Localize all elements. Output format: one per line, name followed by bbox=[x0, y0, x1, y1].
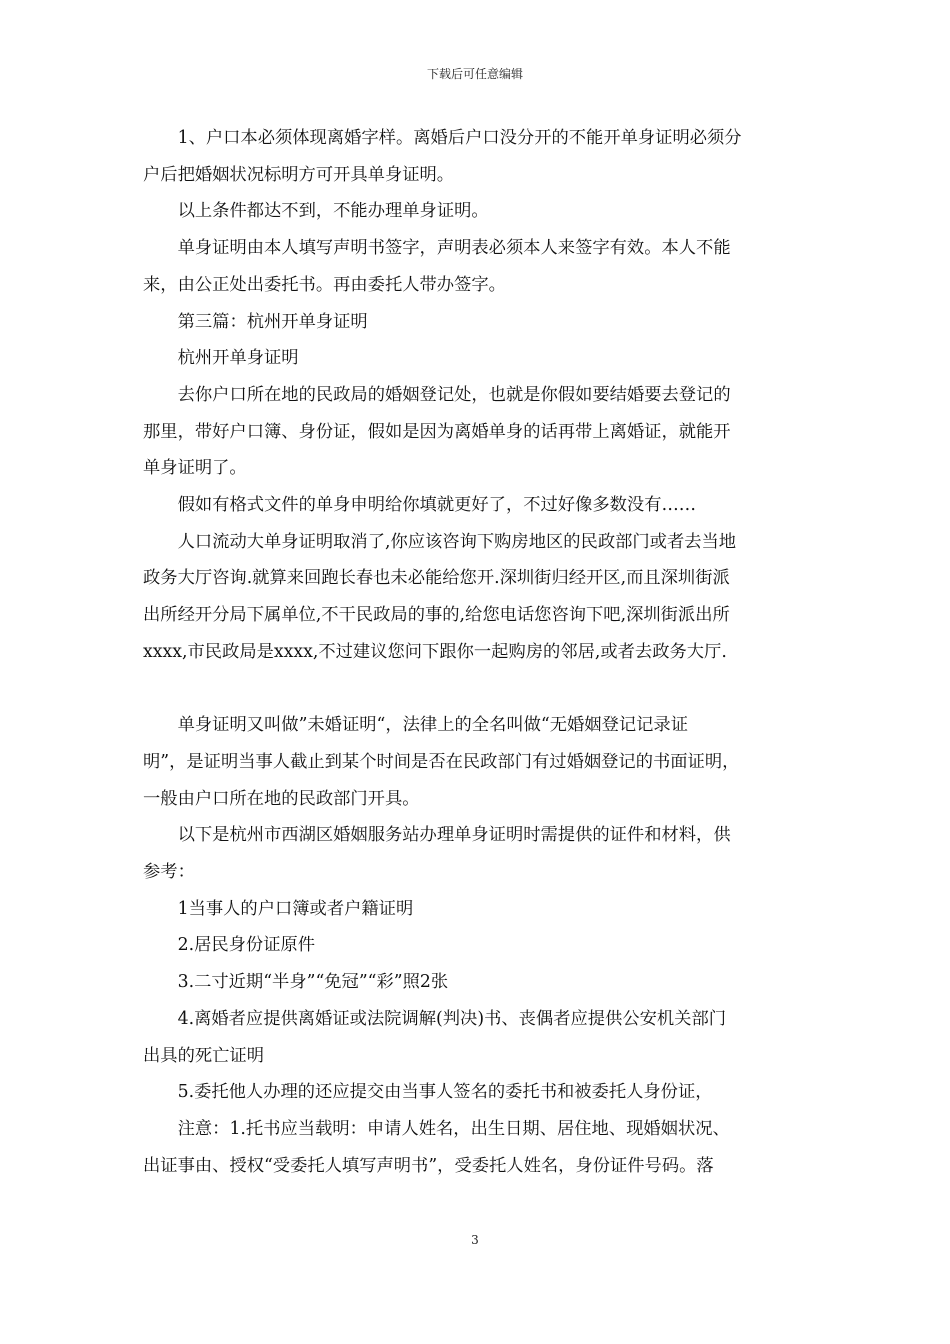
paragraph bbox=[143, 707, 808, 817]
text-line: 注意：1.托书应当载明：申请人姓名，出生日期、居住地、现婚姻状况、 bbox=[177, 1118, 730, 1139]
text-line: 来，由公正处出委托书。再由委托人带办签字。 bbox=[143, 274, 506, 295]
text-line: 2.居民身份证原件 bbox=[177, 935, 316, 956]
list-item bbox=[143, 1001, 808, 1074]
paragraph bbox=[143, 817, 808, 890]
paragraph bbox=[143, 487, 808, 524]
text-line: 3.二寸近期“半身”“免冠”“彩”照2张 bbox=[177, 972, 449, 993]
paragraph bbox=[143, 377, 808, 487]
paragraph bbox=[143, 230, 808, 303]
list-item bbox=[143, 1074, 808, 1111]
text-line: 出具的死亡证明 bbox=[143, 1045, 264, 1066]
list-item bbox=[143, 964, 808, 1001]
note-paragraph bbox=[143, 1111, 808, 1184]
paragraph bbox=[143, 524, 808, 671]
text-line: 1当事人的户口簿或者户籍证明 bbox=[177, 898, 414, 919]
blank-line bbox=[143, 671, 808, 708]
section-heading bbox=[143, 304, 808, 341]
text-line: 1、户口本必须体现离婚字样。离婚后户口没分开的不能开单身证明必须分 bbox=[177, 128, 742, 148]
page-header: 下载后可任意编辑 bbox=[426, 67, 523, 81]
document-body bbox=[143, 120, 808, 1184]
page-number: 3 bbox=[471, 1233, 479, 1247]
text-line: 户后把婚姻状况标明方可开具单身证明。 bbox=[143, 164, 455, 185]
text-line: 一般由户口所在地的民政部门开具。 bbox=[143, 788, 420, 809]
text-line: 去你户口所在地的民政局的婚姻登记处，也就是你假如要结婚要去登记的 bbox=[177, 384, 731, 405]
text-line: 出证事由、授权“受委托人填写声明书”，受委托人姓名，身份证件号码。落 bbox=[143, 1155, 714, 1176]
text-line: 以上条件都达不到，不能办理单身证明。 bbox=[177, 201, 489, 222]
text-line: 出所经开分局下属单位,不干民政局的事的,给您电话您咨询下吧,深圳街派出所 bbox=[143, 605, 730, 626]
text-line: 以下是杭州市西湖区婚姻服务站办理单身证明时需提供的证件和材料，供 bbox=[177, 825, 731, 846]
text-line: 杭州开单身证明 bbox=[177, 348, 299, 369]
text-line: 单身证明了。 bbox=[143, 458, 247, 479]
paragraph bbox=[143, 120, 808, 193]
text-line: 假如有格式文件的单身申明给你填就更好了，不过好像多数没有…… bbox=[177, 495, 697, 516]
text-line: 5.委托他人办理的还应提交由当事人签名的委托书和被委托人身份证， bbox=[177, 1082, 713, 1103]
list-item bbox=[143, 891, 808, 928]
text-line: 参考： bbox=[143, 862, 195, 883]
section-title bbox=[143, 340, 808, 377]
text-line: 人口流动大单身证明取消了,你应该咨询下购房地区的民政部门或者去当地 bbox=[177, 531, 737, 552]
text-line: 单身证明由本人填写声明书签字，声明表必须本人来签字有效。本人不能 bbox=[177, 238, 731, 259]
text-line: 4.离婚者应提供离婚证或法院调解(判决)书、丧偶者应提供公安机关部门 bbox=[177, 1008, 727, 1029]
text-line: 单身证明又叫做”未婚证明“，法律上的全名叫做“无婚姻登记记录证 bbox=[177, 715, 688, 736]
paragraph bbox=[143, 193, 808, 230]
text-line: 那里，带好户口簿、身份证，假如是因为离婚单身的话再带上离婚证，就能开 bbox=[143, 421, 731, 442]
text-line: 明”，是证明当事人截止到某个时间是否在民政部门有过婚姻登记的书面证明， bbox=[143, 751, 740, 772]
list-item bbox=[143, 927, 808, 964]
text-line: xxxx,市民政局是xxxx,不过建议您问下跟你一起购房的邻居,或者去政务大厅. bbox=[143, 641, 727, 662]
text-line: 政务大厅咨询.就算来回跑长春也未必能给您开.深圳街归经开区,而且深圳街派 bbox=[143, 568, 730, 589]
text-line: 第三篇：杭州开单身证明 bbox=[177, 311, 368, 332]
